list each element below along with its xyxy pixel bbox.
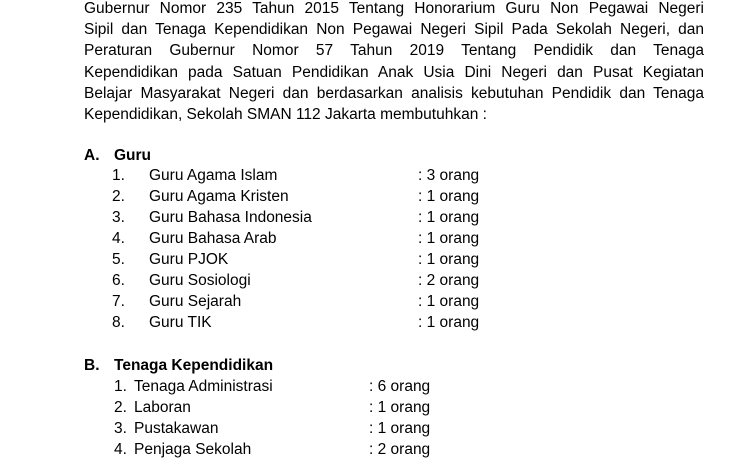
section-a-heading xyxy=(84,147,151,165)
item-quantity: : 2 orang xyxy=(418,272,480,289)
item-number: 2. xyxy=(112,188,125,205)
item-number: 3. xyxy=(114,420,127,437)
item-quantity: : 1 orang xyxy=(369,399,431,416)
intro-paragraph xyxy=(84,0,704,125)
section-b-heading xyxy=(84,357,273,375)
item-quantity: : 1 orang xyxy=(418,230,480,247)
section-letter: B. xyxy=(84,357,100,374)
item-quantity: : 1 orang xyxy=(418,314,480,331)
intro-line: Peraturan Gubernur Nomor 57 Tahun 2019 Tentang Pendidik dan Tenaga xyxy=(84,42,704,60)
intro-line: Belajar Masyarakat Negeri dan berdasarkan analisis kebutuhan Pendidik dan Tenaga xyxy=(84,84,704,102)
item-quantity: : 1 orang xyxy=(369,420,431,437)
intro-line: Gubernur Nomor 235 Tahun 2015 Tentang Honorarium Guru Non Pegawai Negeri xyxy=(84,0,704,17)
intro-line: Kependidikan pada Satuan Pendidikan Anak Usia Dini Negeri dan Pusat Kegiatan xyxy=(84,63,704,81)
item-name: Guru Sejarah xyxy=(149,293,242,310)
item-name: Laboran xyxy=(134,399,191,416)
item-name: Tenaga Administrasi xyxy=(134,378,273,395)
item-name: Guru PJOK xyxy=(149,251,229,268)
item-number: 3. xyxy=(112,209,125,226)
item-number: 4. xyxy=(114,441,127,458)
item-number: 6. xyxy=(112,272,125,289)
item-name: Guru TIK xyxy=(149,314,212,331)
item-name: Guru Bahasa Indonesia xyxy=(149,209,312,226)
item-name: Penjaga Sekolah xyxy=(134,441,252,458)
item-number: 1. xyxy=(112,167,125,184)
item-quantity: : 1 orang xyxy=(418,293,480,310)
item-number: 7. xyxy=(112,293,125,310)
item-name: Guru Agama Kristen xyxy=(149,188,289,205)
intro-line: Kependidikan, Sekolah SMAN 112 Jakarta membutuhkan : xyxy=(84,106,487,124)
item-quantity: : 6 orang xyxy=(369,378,431,395)
item-quantity: : 1 orang xyxy=(418,251,480,268)
item-number: 1. xyxy=(114,378,127,395)
section-title: Tenaga Kependidikan xyxy=(114,357,274,374)
item-quantity: : 1 orang xyxy=(418,209,480,226)
item-name: Guru Sosiologi xyxy=(149,272,251,289)
item-name: Guru Bahasa Arab xyxy=(149,230,277,247)
intro-line: Sipil dan Tenaga Kependidikan Non Pegawai Negeri Sipil Pada Sekolah Negeri, dan xyxy=(84,21,704,39)
section-title: Guru xyxy=(114,147,152,164)
item-quantity: : 2 orang xyxy=(369,441,431,458)
item-number: 8. xyxy=(112,314,125,331)
item-quantity: : 1 orang xyxy=(418,188,480,205)
item-name: Guru Agama Islam xyxy=(149,167,278,184)
item-number: 5. xyxy=(112,251,125,268)
item-name: Pustakawan xyxy=(134,420,219,437)
item-number: 2. xyxy=(114,399,127,416)
item-quantity: : 3 orang xyxy=(418,167,480,184)
item-number: 4. xyxy=(112,230,125,247)
section-letter: A. xyxy=(84,147,100,164)
